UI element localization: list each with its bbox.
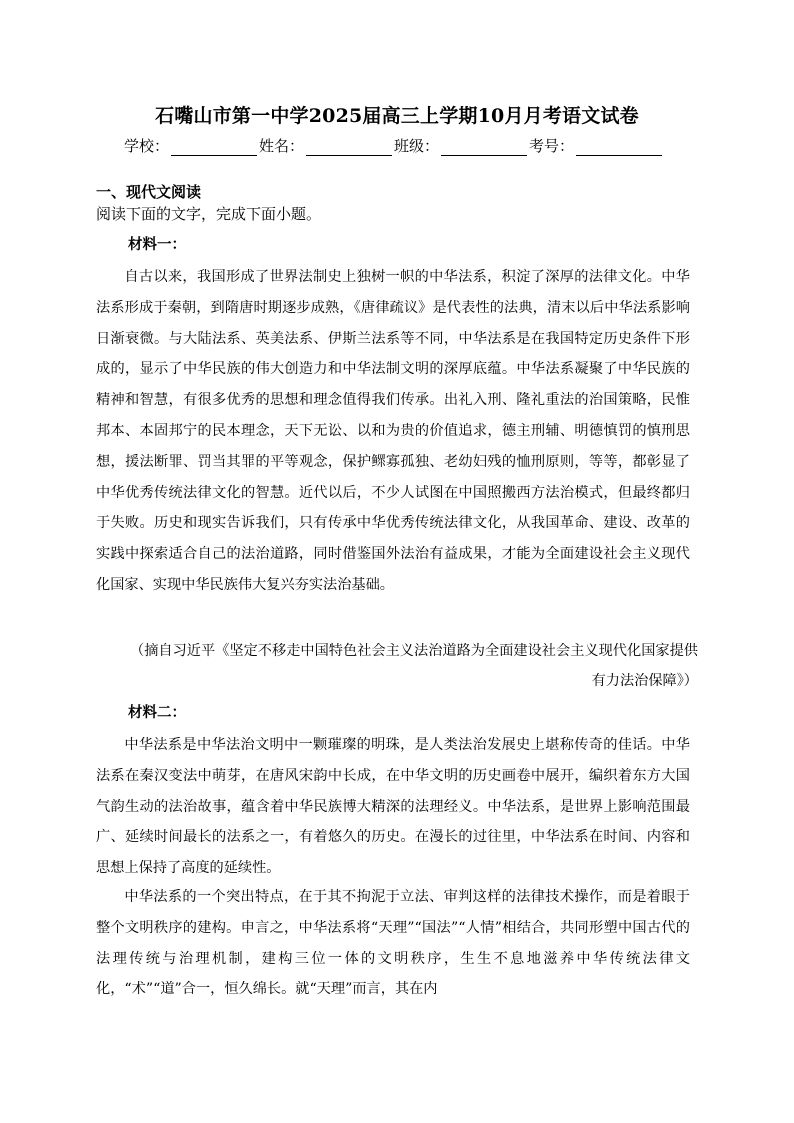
material-two-paragraph-2: 中华法系的一个突出特点，在于其不拘泥于立法、审判这样的法律技术操作，而是着眼于整个文明秩序的建构。申言之，中华法系将“天理”“国法”“人情”相结合，共同形塑中国古代的法理传统与治理机制，建构三位一体的文明秩序，生生不息地滋养中华传统法律文化，“术”“道”合一，恒久绵长。就“天理”而言，其在内 (96, 889, 690, 998)
class-blank[interactable] (441, 139, 527, 156)
name-label: 姓名： (259, 137, 305, 155)
material-two-paragraph-1: 中华法系是中华法治文明中一颗璀璨的明珠，是人类法治发展史上堪称传奇的佳话。中华法系在秦汉变法中萌芽，在唐风宋韵中长成，在中华文明的历史画卷中展开，编织着东方大国气韵生动的法治故事，蕴含着中华民族博大精深的法理经义。中华法系，是世界上影响范围最广、延续时间最长的法系之一，有着悠久的历史。在漫长的过往里，中华法系在时间、内容和思想上保持了高度的延续性。 (96, 737, 690, 877)
exam-number-blank[interactable] (576, 139, 662, 156)
school-label: 学校： (124, 137, 170, 155)
exam-title: 石嘴山市第一中学2025届高三上学期10月月考语文试卷 (155, 105, 639, 127)
material-two-label: 材料二： (128, 704, 186, 721)
exam-number-field (529, 136, 664, 156)
class-field (394, 136, 529, 156)
reading-instruction: 阅读下面的文字，完成下面小题。 (96, 205, 322, 223)
material-one-source: （摘自习近平《坚定不移走中国特色社会主义法治道路为全面建设社会主义现代化国家提供有力法治保障》） (130, 643, 698, 689)
school-blank[interactable] (171, 139, 257, 156)
name-blank[interactable] (306, 139, 392, 156)
exam-number-label: 考号： (529, 137, 575, 155)
name-field (259, 136, 394, 156)
class-label: 班级： (394, 137, 440, 155)
section-heading: 一、现代文阅读 (96, 183, 202, 201)
material-one-label: 材料一： (128, 236, 186, 253)
student-info-row (124, 134, 664, 156)
material-one-paragraph: 自古以来，我国形成了世界法制史上独树一帜的中华法系，积淀了深厚的法律文化。中华法系形成于秦朝，到隋唐时期逐步成熟，《唐律疏议》是代表性的法典，清末以后中华法系影响日渐衰微。与大陆法系、英美法系、伊斯兰法系等不同，中华法系是在我国特定历史条件下形成的，显示了中华民族的伟大创造力和中华法制文明的深厚底蕴。中华法系凝聚了中华民族的精神和智慧，有很多优秀的思想和理念值得我们传承。出礼入刑、隆礼重法的治国策略，民惟邦本、本固邦宁的民本理念，天下无讼、以和为贵的价值追求，德主刑辅、明德慎罚的慎刑思想，援法断罪、罚当其罪的平等观念，保护鳏寡孤独、老幼妇残的恤刑原则，等等，都彰显了中华优秀传统法律文化的智慧。近代以后，不少人试图在中国照搬西方法治模式，但最终都归于失败。历史和现实告诉我们，只有传承中华优秀传统法律文化，从我国革命、建设、改革的实践中探索适合自己的法治道路，同时借鉴国外法治有益成果，才能为全面建设社会主义现代化国家、实现中华民族伟大复兴夯实法治基础。 (96, 269, 690, 593)
school-field (124, 136, 259, 156)
